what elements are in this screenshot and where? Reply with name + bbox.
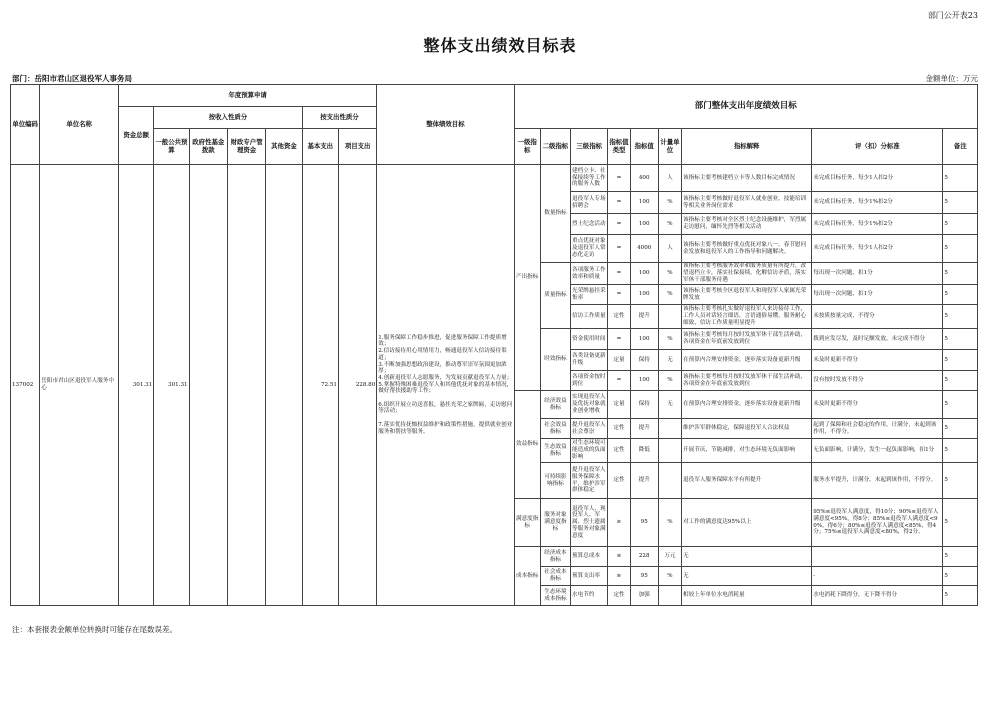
header-project-exp: 项目支出 [338,129,376,165]
value-cell: 100 [630,329,658,350]
unit-cell: 万元 [658,547,681,567]
remark-cell: 5 [943,263,978,285]
header-remark: 备注 [943,129,978,165]
remark-cell: 5 [943,567,978,586]
unit-cell: % [658,329,681,350]
lvl3-cell: 重点优抚对象及退役军人常态化走访 [571,235,608,263]
header-lvl2: 二级指标 [540,129,570,165]
lvl2-social-cost: 社会成本指标 [540,567,570,586]
lvl3-cell: 预算总成本 [571,547,608,567]
value-cell: 降低 [630,439,658,463]
unit-code: 137002 [11,165,40,606]
unit-cell: % [658,499,681,547]
header-perf-goals: 部门整体支出年度绩效目标 [514,85,977,129]
header-other-funds: 其他资金 [266,129,302,165]
header-by-expense: 按支出性质分 [302,107,377,129]
lvl2-sustain: 可持续影响指标 [540,463,570,499]
explanation-cell: 该指标主要考核全区退役军人和现役军人家属光荣牌发放 [682,285,812,305]
lvl2-social: 社会效益指标 [540,419,570,439]
performance-table [10,84,978,606]
value-cell: 100 [630,371,658,391]
unit-cell: % [658,192,681,214]
scoring-cell: - [812,567,943,586]
value-type-cell: = [608,214,630,235]
value-type-cell: = [608,329,630,350]
lvl3-cell: 提升退役军人社会尊崇 [571,419,608,439]
header-value-type: 指标值类型 [608,129,630,165]
explanation-cell: 该指标主要考核每月按时发放军休干部生活补助，各项资金在年底前发放到位 [682,329,812,350]
explanation-cell: 退役军人服务保障水平有所提升 [682,463,812,499]
value-cell: 保持 [630,391,658,419]
value-type-cell: ≥ [608,567,630,586]
department-label: 部门：岳阳市君山区退役军人事务局 [12,74,132,83]
explanation-cell: 在预算内合理安排资金，逐步落实设备更新升级 [682,350,812,371]
header-unit-name: 单位名称 [40,85,119,165]
value-type-cell: 定量 [608,391,630,419]
scoring-cell: 未完成目标任务，每少1人扣2分 [812,165,943,192]
scoring-cell: 拨到应发尽发，及时足额发放，未完成不得分 [812,329,943,350]
other-funds-value [266,165,302,606]
explanation-cell: 该指标主要考核对全区烈士纪念设施维护，军烈属走访慰问，缅怀先烈等相关活动 [682,214,812,235]
remark-cell: 5 [943,350,978,371]
lvl3-cell: 光荣牌悬挂采集率 [571,285,608,305]
remark-cell: 5 [943,165,978,192]
scoring-cell: 未及时更新不得分 [812,391,943,419]
value-cell: 100 [630,214,658,235]
header-annual-budget: 年度预算申请 [118,85,376,107]
unit-cell [658,419,681,439]
lvl3-cell: 烈士纪念活动 [571,214,608,235]
scoring-cell: 服务水平提升，计满分，未起到该作用，不得分。 [812,463,943,499]
header-basic-exp: 基本支出 [302,129,338,165]
lvl1-cost: 成本指标 [514,547,540,606]
value-cell: 加强 [630,586,658,606]
lvl3-cell: 对生态环境可能造成的负面影响 [571,439,608,463]
unit-cell: 无 [658,350,681,371]
lvl3-cell: 各类设备更新升级 [571,350,608,371]
remark-cell: 5 [943,192,978,214]
general-public-funds: 301.31 [154,165,189,606]
header-measure-unit: 计量单位 [658,129,681,165]
explanation-cell: 该指标主要考核扎实做好退役军人来访接待工作，工作人员对话轻言细语，言语通俗易懂，服务耐心细致，信访工作质量明显提升 [682,305,812,329]
scoring-cell: 每出现一次问题，扣1分 [812,285,943,305]
unit-cell [658,439,681,463]
header-lvl3: 三级指标 [571,129,608,165]
value-type-cell: = [608,263,630,285]
value-cell: 4000 [630,235,658,263]
value-type-cell: 定性 [608,305,630,329]
lvl1-output: 产出指标 [514,165,540,391]
explanation-cell: 维护涉军群体稳定，保障退役军人合法权益 [682,419,812,439]
scoring-cell: 未及时更新不得分 [812,350,943,371]
header-scoring: 评（扣）分标准 [812,129,943,165]
lvl3-cell: 各项服务工作效率和质量 [571,263,608,285]
scoring-cell: 没有按时发放不得分 [812,371,943,391]
lvl1-satisfaction: 满意度指标 [514,499,540,547]
scoring-cell [812,547,943,567]
scoring-cell: 未完成目标任务，每少1%扣2分 [812,192,943,214]
scoring-cell: 未按质按量完成，不得分 [812,305,943,329]
fiscal-special-value [227,165,265,606]
value-type-cell: ≥ [608,499,630,547]
value-type-cell: 定性 [608,439,630,463]
header-general-public: 一般公共预算 [154,129,189,165]
lvl2-quantity: 数量指标 [540,165,570,263]
remark-cell: 5 [943,419,978,439]
project-expense: 228.80 [338,165,376,606]
remark-cell: 5 [943,391,978,419]
header-unit-code: 单位编码 [11,85,40,165]
lvl2-quality: 质量指标 [540,263,570,329]
explanation-cell: 该指标主要考核做好退役军人就业创业，技能培训等相关业务岗位需求 [682,192,812,214]
total-funds: 301.31 [118,165,153,606]
scoring-cell: 起到了保障和社会稳定的作用，计满分，未起到该作用，不得分。 [812,419,943,439]
remark-cell: 5 [943,586,978,606]
explanation-cell: 开展节庆，节能减排，对生态环境无负面影响 [682,439,812,463]
value-type-cell: ≤ [608,547,630,567]
explanation-cell: 该指标主要考核每月按时发放军休干部生活补助，各项资金在年底前发放到位 [682,371,812,391]
unit-name: 岳阳市君山区退役军人服务中心 [40,165,119,606]
remark-cell: 5 [943,439,978,463]
remark-cell: 5 [943,235,978,263]
table-row [11,165,978,192]
lvl3-cell: 退役军人、现役军人、军属、烈士遗属等服务对象满意度 [571,499,608,547]
lvl3-cell: 信访工作质量 [571,305,608,329]
value-cell: 提升 [630,463,658,499]
explanation-cell: 无 [682,567,812,586]
lvl2-economic: 经济效益指标 [540,391,570,419]
scoring-cell: 水电消耗下降得分，无下降不得分 [812,586,943,606]
header-total-funds: 资金总额 [118,107,153,165]
value-type-cell: = [608,235,630,263]
value-type-cell: = [608,285,630,305]
explanation-cell: 对工作的满意度达95%以上 [682,499,812,547]
header-by-income: 按收入性质分 [154,107,302,129]
value-cell: 95 [630,499,658,547]
value-type-cell: = [608,371,630,391]
unit-cell: 人 [658,165,681,192]
value-cell: 95 [630,567,658,586]
table-number: 部门公开表23 [927,11,978,20]
lvl2-timeliness: 时效指标 [540,329,570,391]
lvl3-cell: 资金使用时间 [571,329,608,350]
header-gov-fund: 政府性基金拨款 [189,129,227,165]
explanation-cell: 在预算内合理安排资金，逐步落实设备更新升级 [682,391,812,419]
value-cell: 100 [630,285,658,305]
gov-fund-value [189,165,227,606]
overall-goal-text: 1.服务保障工作稳步推进，促进服务保障工作提质增效； 2.信访接待用心用情用力，畅通退役军人信访接待渠道； 3.不断加强思想政治建设，推动尊军崇军氛围更加浓厚； 4.创新退役军人志愿服务，为发展贡献退役军人力量； 5.掌握特殊困难退役军人和其他优抚对象的基本情况，做好帮扶援助等工作； 6.组织开展立功送喜报，悬挂光荣之家牌匾，走访慰问等活动； 7.落实优待抚恤权益维护和政策性措施，提供就业创业服务和帮扶等服务。 [377,165,514,606]
explanation-cell: 该指标主要考核做好重点优抚对象八一、春节慰问金发放和退役军人的工作指导和问题解决。 [682,235,812,263]
value-cell: 保持 [630,350,658,371]
remark-cell: 5 [943,371,978,391]
page-title: 整体支出绩效目标表 [423,36,577,55]
lvl3-cell: 实现退役军人及优抚对象就业创业增收 [571,391,608,419]
lvl3-cell: 水电节约 [571,586,608,606]
scoring-cell: 无负面影响，计满分，发生一起负面影响，扣1分 [812,439,943,463]
lvl3-cell: 各项资金按时到位 [571,371,608,391]
lvl2-service-sat: 服务对象满意度指标 [540,499,570,547]
lvl2-eco-env-cost: 生态环境成本指标 [540,586,570,606]
value-type-cell: = [608,165,630,192]
value-cell: 100 [630,263,658,285]
lvl3-cell: 提升退役军人服务保障水平，维护涉军群体稳定 [571,463,608,499]
explanation-cell: 该指标主要考核建档立卡等人数目标完成情况 [682,165,812,192]
explanation-cell: 该指标主要考核服务效率和服务质量有所提升，改望退档立卡，落实社保接续，化解信访矛盾，落实军休干部服务待遇 [682,263,812,285]
remark-cell: 5 [943,499,978,547]
unit-cell: % [658,214,681,235]
explanation-cell: 相较上年单位水电消耗量 [682,586,812,606]
value-type-cell: 定性 [608,419,630,439]
footnote: 注：本套报表金额单位转换时可能存在尾数误差。 [12,625,177,634]
value-type-cell: 定性 [608,463,630,499]
basic-expense: 72.51 [302,165,338,606]
explanation-cell: 无 [682,547,812,567]
header-explanation: 指标解释 [682,129,812,165]
header-overall-goal: 整体绩效目标 [377,85,514,165]
unit-cell [658,586,681,606]
scoring-cell: 未完成目标任务，每少1%扣2分 [812,214,943,235]
remark-cell: 5 [943,547,978,567]
header-lvl1: 一级指标 [514,129,540,165]
remark-cell: 5 [943,305,978,329]
unit-cell [658,463,681,499]
value-cell: 100 [630,192,658,214]
header-fiscal-special: 财政专户管理资金 [227,129,265,165]
header-value: 指标值 [630,129,658,165]
unit-cell: % [658,371,681,391]
lvl3-cell: 预算支出率 [571,567,608,586]
value-type-cell: = [608,192,630,214]
value-type-cell: 定性 [608,586,630,606]
unit-cell: % [658,285,681,305]
lvl2-eco: 生态效益指标 [540,439,570,463]
unit-cell [658,305,681,329]
value-cell: 228 [630,547,658,567]
lvl3-cell: 退役军人专场招聘会 [571,192,608,214]
lvl3-cell: 建档立卡、社保接续等工作的服务人数 [571,165,608,192]
value-cell: 提升 [630,419,658,439]
scoring-cell: 95%≤退役军人满意度，得10分；90%≤退役军人满意度<95%，得8分；85%≤退役军人满意度<90%，得6分；80%≤退役军人满意度<85%，得4分；75%≤退役军人满意度<80%，得2分。 [812,499,943,547]
scoring-cell: 每出现一次问题，扣1分 [812,263,943,285]
remark-cell: 5 [943,214,978,235]
value-cell: 提升 [630,305,658,329]
remark-cell: 5 [943,329,978,350]
remark-cell: 5 [943,285,978,305]
unit-cell: 人 [658,235,681,263]
lvl2-eco-cost: 经济成本指标 [540,547,570,567]
scoring-cell: 未完成目标任务，每少1人扣2分 [812,235,943,263]
value-type-cell: 定量 [608,350,630,371]
lvl1-benefit: 效益指标 [514,391,540,499]
unit-cell: % [658,567,681,586]
amount-unit-label: 金额单位：万元 [925,74,978,83]
unit-cell: % [658,263,681,285]
unit-cell: 无 [658,391,681,419]
remark-cell: 5 [943,463,978,499]
value-cell: 400 [630,165,658,192]
